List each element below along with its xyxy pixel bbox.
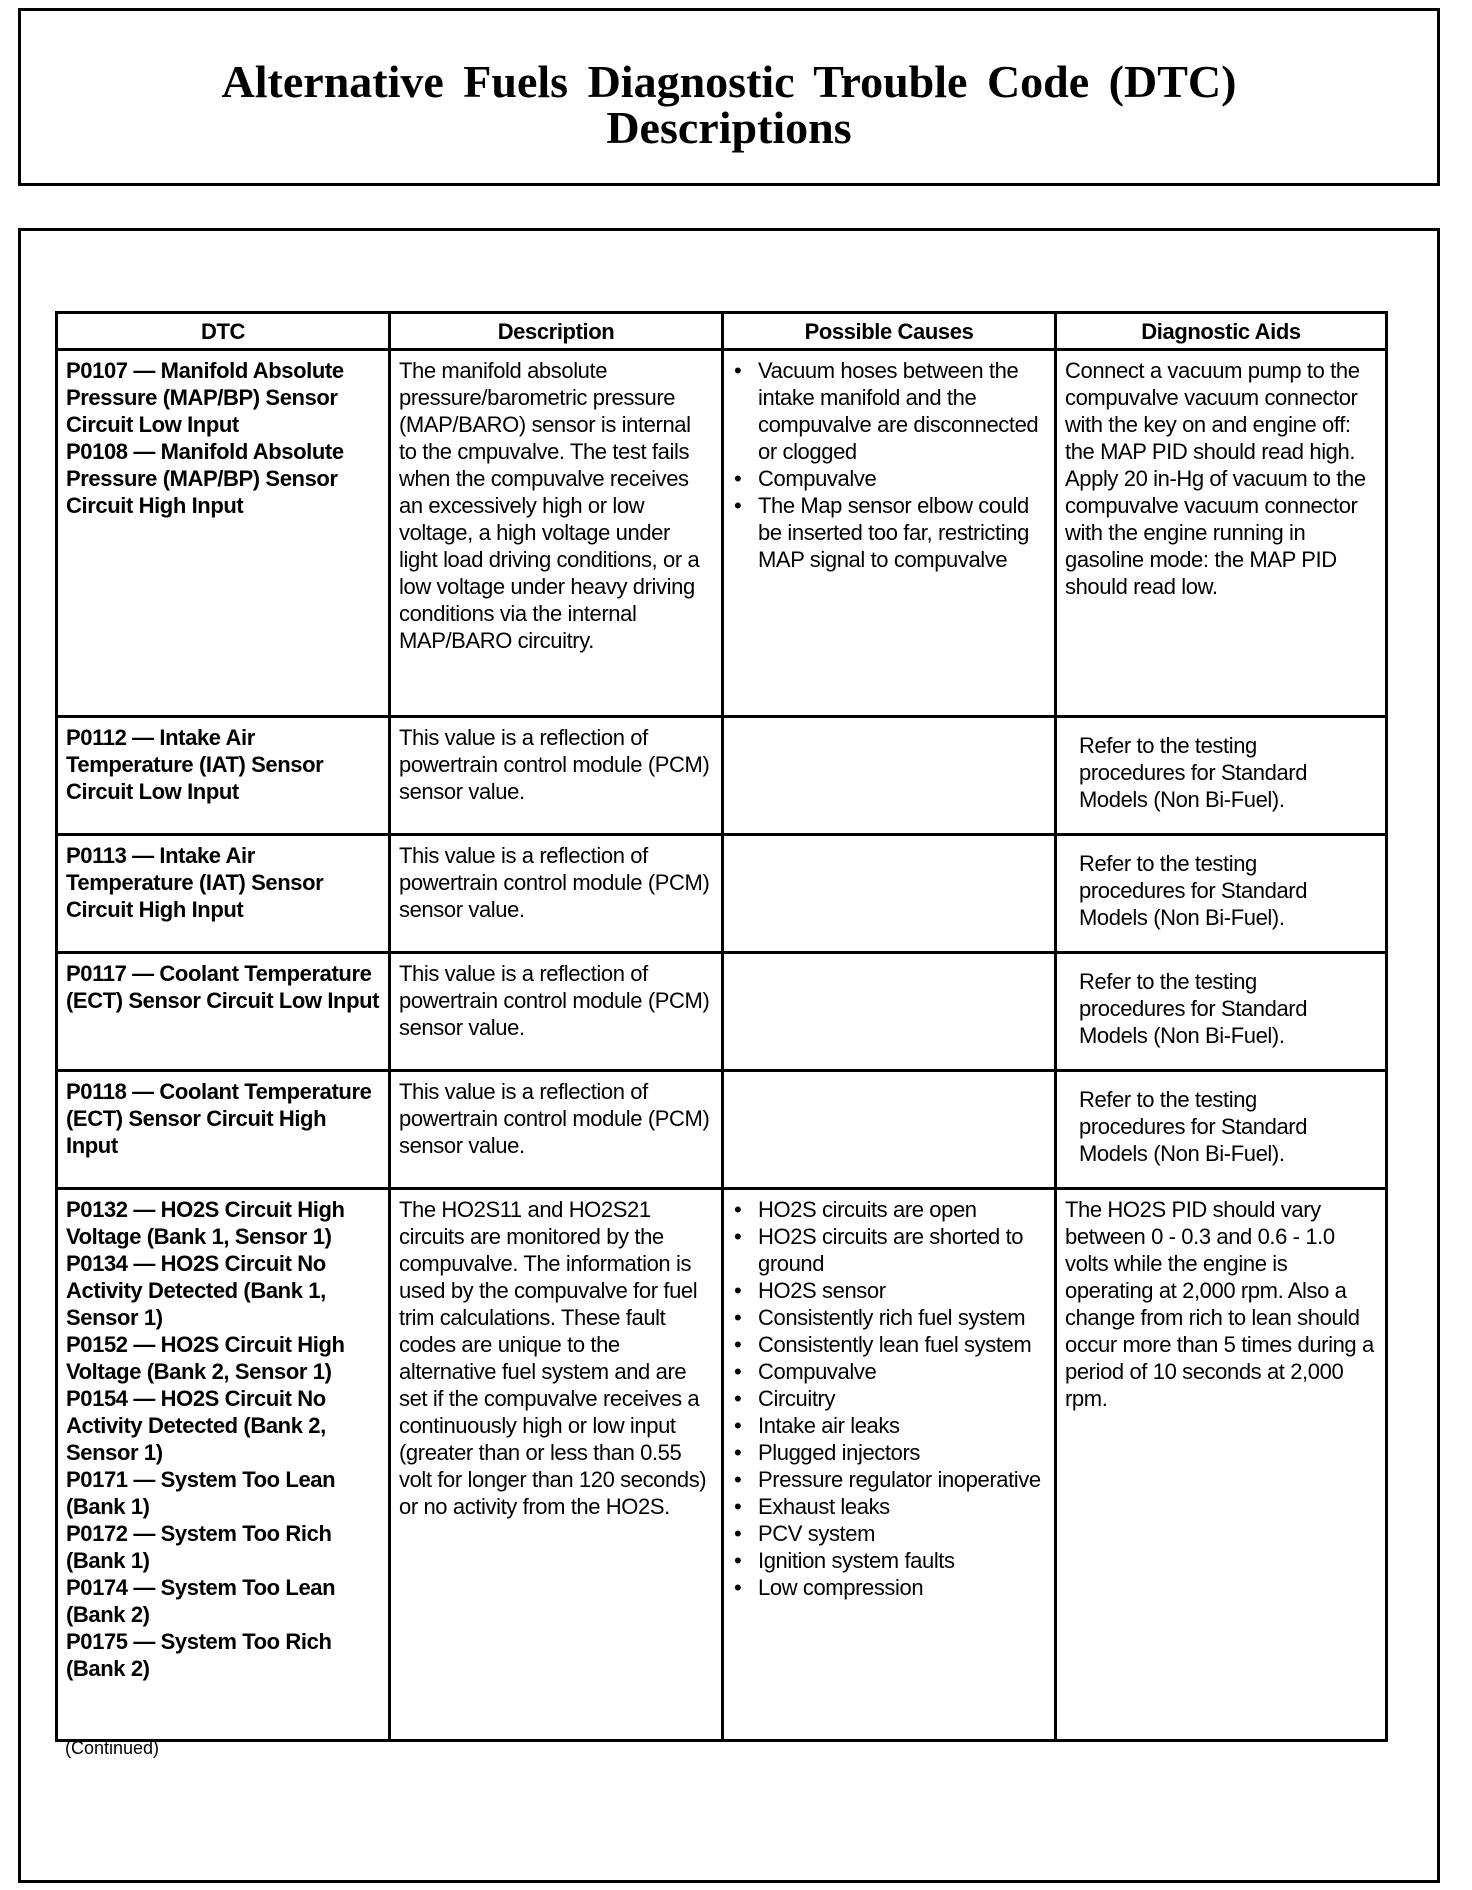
dtc-code-entry: P0154 — HO2S Circuit No Activity Detected (Bank 2, Sensor 1) bbox=[66, 1386, 326, 1465]
diagnostic-aids-cell: Refer to the testing procedures for Standard Models (Non Bi-Fuel). bbox=[1056, 1071, 1387, 1189]
description-cell: This value is a reflection of powertrain control module (PCM) sensor value. bbox=[390, 1071, 723, 1189]
list-item: • Intake air leaks bbox=[732, 1412, 1046, 1439]
possible-causes-cell bbox=[723, 350, 1056, 717]
list-item: • Ignition system faults bbox=[732, 1547, 1046, 1574]
list-item: • The Map sensor elbow could be inserted too far, restricting MAP signal to compuvalve bbox=[732, 492, 1046, 573]
dtc-table-panel bbox=[18, 228, 1440, 1883]
diagnostic-aids-cell: Refer to the testing procedures for Standard Models (Non Bi-Fuel). bbox=[1056, 835, 1387, 953]
list-item: • HO2S circuits are shorted to ground bbox=[732, 1223, 1046, 1277]
title-box bbox=[18, 8, 1440, 186]
page-title-line1: Alternative Fuels Diagnostic Trouble Code (DTC) bbox=[221, 56, 1237, 107]
list-item: • Plugged injectors bbox=[732, 1439, 1046, 1466]
dtc-code-entry: P0118 — Coolant Temperature (ECT) Sensor Circuit High Input bbox=[66, 1079, 372, 1158]
dtc-table bbox=[55, 311, 1388, 1742]
dtc-code-entry: P0134 — HO2S Circuit No Activity Detected (Bank 1, Sensor 1) bbox=[66, 1251, 326, 1330]
dtc-code-entry: P0172 — System Too Rich (Bank 1) bbox=[66, 1521, 332, 1573]
list-item: • Consistently lean fuel system bbox=[732, 1331, 1046, 1358]
table-row bbox=[57, 953, 1387, 1071]
dtc-cell bbox=[57, 1189, 390, 1741]
dtc-code-entry: P0171 — System Too Lean (Bank 1) bbox=[66, 1467, 336, 1519]
table-row bbox=[57, 1189, 1387, 1741]
list-item: • Circuitry bbox=[732, 1385, 1046, 1412]
column-header-diagnostic-aids: Diagnostic Aids bbox=[1056, 313, 1387, 350]
table-row bbox=[57, 717, 1387, 835]
possible-causes-cell bbox=[723, 953, 1056, 1071]
page-title-line2: Descriptions bbox=[606, 102, 852, 153]
continued-note: (Continued) bbox=[65, 1738, 160, 1758]
description-cell: This value is a reflection of powertrain control module (PCM) sensor value. bbox=[390, 953, 723, 1071]
diagnostic-aids-cell: Refer to the testing procedures for Standard Models (Non Bi-Fuel). bbox=[1056, 953, 1387, 1071]
list-item: • Pressure regulator inoperative bbox=[732, 1466, 1046, 1493]
column-header-description: Description bbox=[390, 313, 723, 350]
list-item: • HO2S sensor bbox=[732, 1277, 1046, 1304]
dtc-cell bbox=[57, 1071, 390, 1189]
list-item: • Exhaust leaks bbox=[732, 1493, 1046, 1520]
description-cell: The HO2S11 and HO2S21 circuits are monitored by the compuvalve. The information is used by the compuvalve for fuel trim calculations. These fault codes are unique to the alternative fuel system and are set if the compuvalve receives a continuously high or low input (greater than or less than 0.55 volt for longer than 120 seconds) or no activity from the HO2S. bbox=[390, 1189, 723, 1741]
dtc-code-entry: P0107 — Manifold Absolute Pressure (MAP/BP) Sensor Circuit Low Input bbox=[66, 358, 344, 437]
list-item: • HO2S circuits are open bbox=[732, 1196, 1046, 1223]
dtc-code-entry: P0175 — System Too Rich (Bank 2) bbox=[66, 1629, 332, 1681]
dtc-code-entry: P0113 — Intake Air Temperature (IAT) Sensor Circuit High Input bbox=[66, 843, 324, 922]
possible-causes-list bbox=[732, 357, 1046, 573]
table-header-row bbox=[57, 313, 1387, 350]
possible-causes-cell bbox=[723, 835, 1056, 953]
page-title bbox=[21, 56, 1437, 153]
description-cell: The manifold absolute pressure/barometric pressure (MAP/BARO) sensor is internal to the cmpuvalve. The test fails when the compuvalve receives an excessively high or low voltage, a high voltage under light load driving conditions, or a low voltage under heavy driving conditions via the internal MAP/BARO circuitry. bbox=[390, 350, 723, 717]
dtc-code-entry: P0152 — HO2S Circuit High Voltage (Bank 2, Sensor 1) bbox=[66, 1332, 345, 1384]
dtc-code-entry: P0117 — Coolant Temperature (ECT) Sensor Circuit Low Input bbox=[66, 961, 380, 1013]
list-item: • Vacuum hoses between the intake manifold and the compuvalve are disconnected or clogged bbox=[732, 357, 1046, 465]
diagnostic-aids-cell: Connect a vacuum pump to the compuvalve vacuum connector with the key on and engine off: the MAP PID should read high. Apply 20 in-Hg of vacuum to the compuvalve vacuum connector with the engine running in gasoline mode: the MAP PID should read low. bbox=[1056, 350, 1387, 717]
possible-causes-cell bbox=[723, 717, 1056, 835]
description-cell: This value is a reflection of powertrain control module (PCM) sensor value. bbox=[390, 835, 723, 953]
dtc-cell bbox=[57, 350, 390, 717]
dtc-cell bbox=[57, 835, 390, 953]
table-row bbox=[57, 1071, 1387, 1189]
list-item: • PCV system bbox=[732, 1520, 1046, 1547]
dtc-code-entry: P0112 — Intake Air Temperature (IAT) Sensor Circuit Low Input bbox=[66, 725, 324, 804]
dtc-code-entry: P0108 — Manifold Absolute Pressure (MAP/BP) Sensor Circuit High Input bbox=[66, 439, 344, 518]
list-item: • Consistently rich fuel system bbox=[732, 1304, 1046, 1331]
diagnostic-aids-cell: Refer to the testing procedures for Standard Models (Non Bi-Fuel). bbox=[1056, 717, 1387, 835]
possible-causes-cell bbox=[723, 1189, 1056, 1741]
description-cell: This value is a reflection of powertrain control module (PCM) sensor value. bbox=[390, 717, 723, 835]
possible-causes-list bbox=[732, 1196, 1046, 1601]
dtc-cell bbox=[57, 717, 390, 835]
dtc-code-entry: P0132 — HO2S Circuit High Voltage (Bank 1, Sensor 1) bbox=[66, 1197, 345, 1249]
dtc-code-entry: P0174 — System Too Lean (Bank 2) bbox=[66, 1575, 336, 1627]
table-row bbox=[57, 350, 1387, 717]
table-row bbox=[57, 835, 1387, 953]
dtc-cell bbox=[57, 953, 390, 1071]
column-header-dtc: DTC bbox=[57, 313, 390, 350]
column-header-possible-causes: Possible Causes bbox=[723, 313, 1056, 350]
possible-causes-cell bbox=[723, 1071, 1056, 1189]
diagnostic-aids-cell: The HO2S PID should vary between 0 - 0.3 and 0.6 - 1.0 volts while the engine is operating at 2,000 rpm. Also a change from rich to lean should occur more than 5 times during a period of 10 seconds at 2,000 rpm. bbox=[1056, 1189, 1387, 1741]
list-item: • Low compression bbox=[732, 1574, 1046, 1601]
list-item: • Compuvalve bbox=[732, 465, 1046, 492]
list-item: • Compuvalve bbox=[732, 1358, 1046, 1385]
